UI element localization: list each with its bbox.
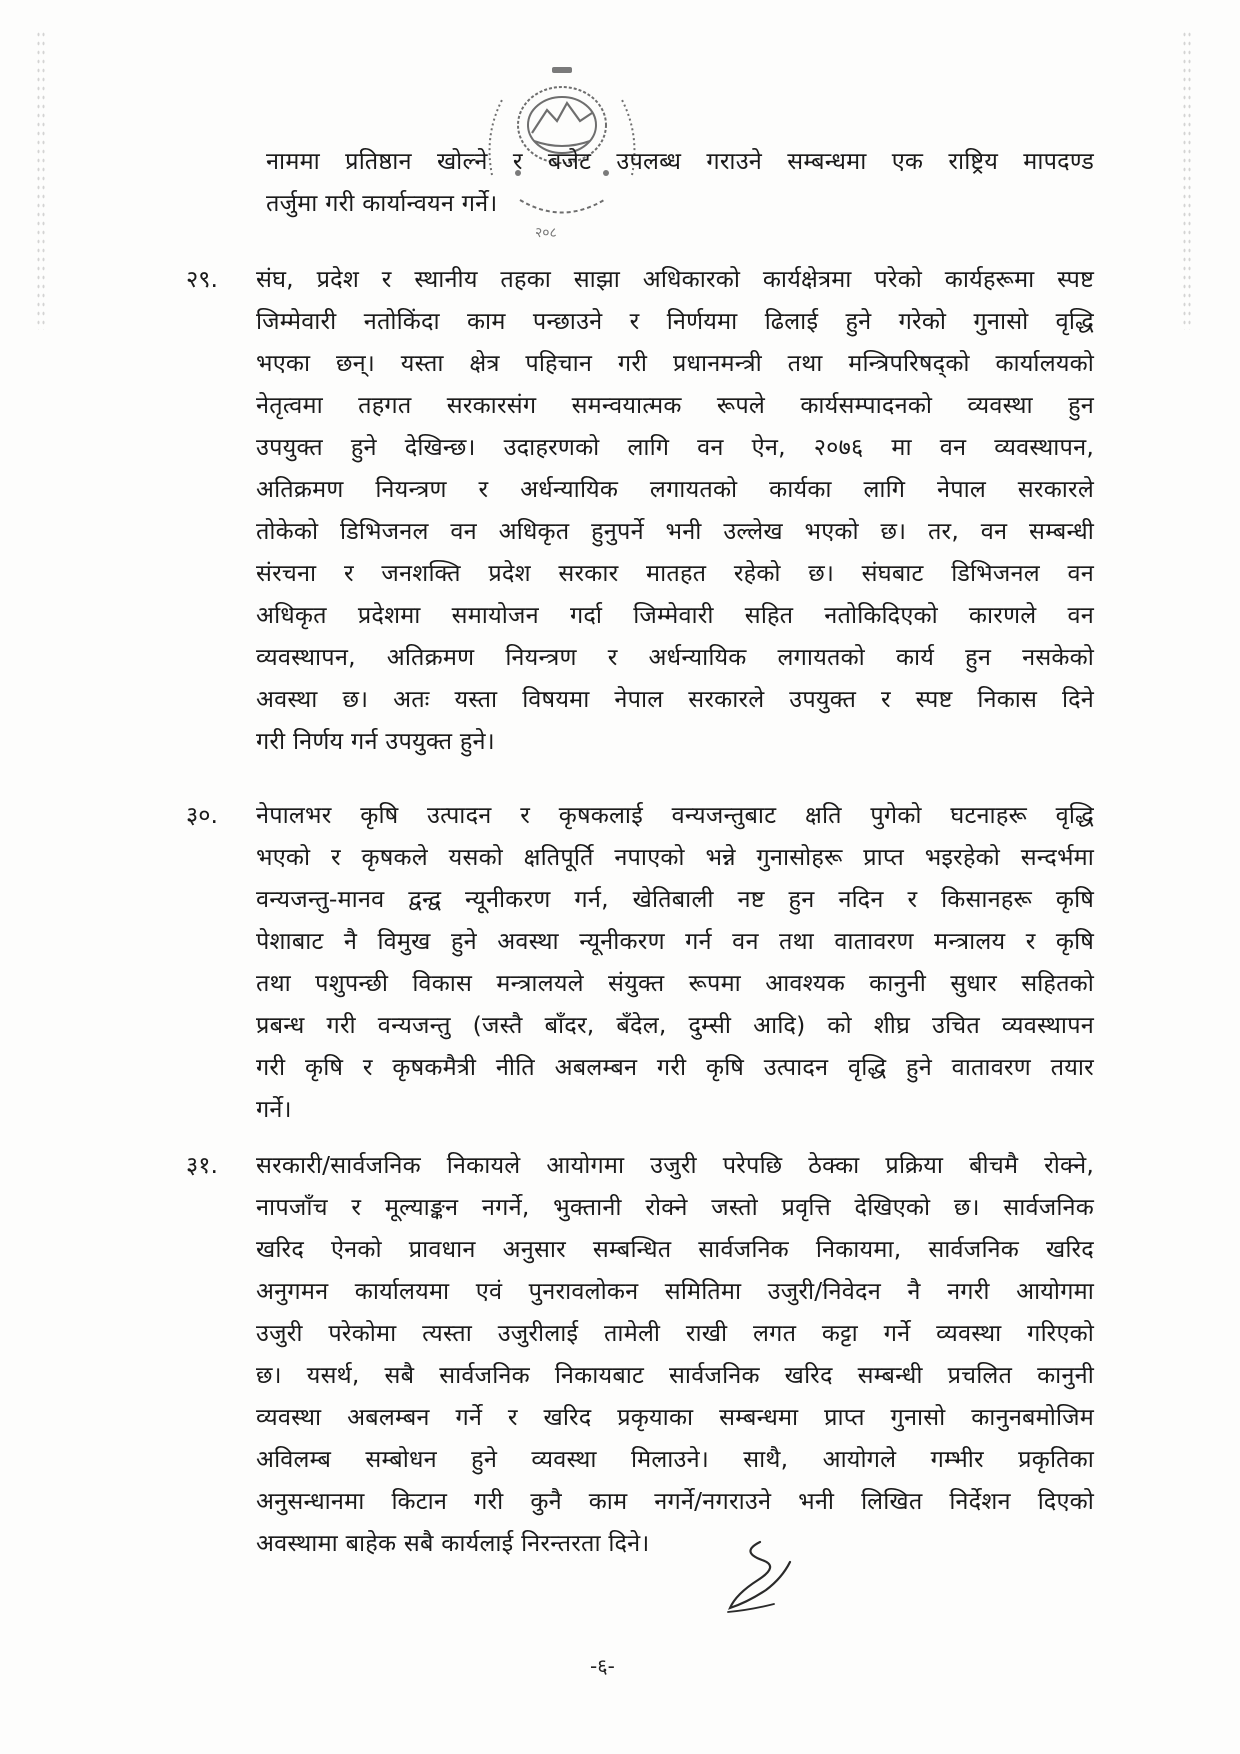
item-line: अवस्थामा बाहेक सबै कार्यलाई निरन्तरता दिने। — [256, 1529, 650, 1557]
item-line: छ। यसर्थ, सबै सार्वजनिक निकायबाट सार्वजनिक खरिद सम्बन्धी प्रचलित कानुनी — [256, 1361, 1094, 1389]
scan-edge-noise-left — [36, 30, 46, 330]
item-line: तोकेको डिभिजनल वन अधिकृत हुनुपर्ने भनी उल्लेख भएको छ। तर, वन सम्बन्धी — [256, 517, 1094, 545]
item-line: व्यवस्था अबलम्बन गर्ने र खरिद प्रकृयाका सम्बन्धमा प्राप्त गुनासो कानुनबमोजिम — [256, 1403, 1094, 1431]
item-line: प्रबन्ध गरी वन्यजन्तु (जस्तै बाँदर, बँदेल, दुम्सी आदि) को शीघ्र उचित व्यवस्थापन — [256, 1011, 1094, 1039]
item-line: अधिकृत प्रदेशमा समायोजन गर्दा जिम्मेवारी सहित नतोकिदिएको कारणले वन — [256, 601, 1094, 629]
page-number: -६- — [590, 1654, 615, 1678]
item-line: अतिक्रमण नियन्त्रण र अर्धन्यायिक लगायतको कार्यका लागि नेपाल सरकारले — [256, 475, 1094, 503]
item-line: नापजाँच र मूल्याङ्कन नगर्ने, भुक्तानी रोक्ने जस्तो प्रवृत्ति देखिएको छ। सार्वजनिक — [256, 1193, 1094, 1221]
item-line: जिम्मेवारी नतोकिंदा काम पन्छाउने र निर्णयमा ढिलाई हुने गरेको गुनासो वृद्धि — [256, 307, 1094, 335]
item-line: गरी कृषि र कृषकमैत्री नीति अबलम्बन गरी कृषि उत्पादन वृद्धि हुने वातावरण तयार — [256, 1053, 1094, 1081]
seal-year-mark: २०८ — [535, 225, 557, 241]
item-line: नेपालभर कृषि उत्पादन र कृषकलाई वन्यजन्तुबाट क्षति पुगेको घटनाहरू वृद्धि — [256, 801, 1094, 829]
item-line: सरकारी/सार्वजनिक निकायले आयोगमा उजुरी परेपछि ठेक्का प्रक्रिया बीचमै रोक्ने, — [256, 1151, 1094, 1179]
item-line: भएको र कृषकले यसको क्षतिपूर्ति नपाएको भन्ने गुनासोहरू प्राप्त भइरहेको सन्दर्भमा — [256, 843, 1094, 871]
signature-icon — [700, 1532, 810, 1622]
item-line: अनुगमन कार्यालयमा एवं पुनरावलोकन समितिमा उजुरी/निवेदन नै नगरी आयोगमा — [256, 1277, 1094, 1305]
item-line: संरचना र जनशक्ति प्रदेश सरकार मातहत रहेको छ। संघबाट डिभिजनल वन — [256, 559, 1094, 587]
intro-line: नाममा प्रतिष्ठान खोल्ने र बजेट उपलब्ध गराउने सम्बन्धमा एक राष्ट्रिय मापदण्ड — [266, 147, 1094, 175]
item-line: खरिद ऐनको प्रावधान अनुसार सम्बन्धित सार्वजनिक निकायमा, सार्वजनिक खरिद — [256, 1235, 1094, 1263]
item-number: ३१. — [186, 1151, 218, 1179]
item-line: अनुसन्धानमा किटान गरी कुनै काम नगर्ने/नगराउने भनी लिखित निर्देशन दिएको — [256, 1487, 1094, 1515]
item-line: व्यवस्थापन, अतिक्रमण नियन्त्रण र अर्धन्यायिक लगायतको कार्य हुन नसकेको — [256, 643, 1094, 671]
item-line: गर्ने। — [256, 1095, 292, 1123]
item-line: उजुरी परेकोमा त्यस्ता उजुरीलाई तामेली राखी लगत कट्टा गर्ने व्यवस्था गरिएको — [256, 1319, 1094, 1347]
item-line: पेशाबाट नै विमुख हुने अवस्था न्यूनीकरण गर्न वन तथा वातावरण मन्त्रालय र कृषि — [256, 927, 1094, 955]
item-number: ३०. — [186, 801, 218, 829]
item-line: उपयुक्त हुने देखिन्छ। उदाहरणको लागि वन ऐन, २०७६ मा वन व्यवस्थापन, — [256, 433, 1094, 461]
item-line: तथा पशुपन्छी विकास मन्त्रालयले संयुक्त रूपमा आवश्यक कानुनी सुधार सहितको — [256, 969, 1094, 997]
item-line: वन्यजन्तु-मानव द्वन्द्व न्यूनीकरण गर्न, खेतिबाली नष्ट हुन नदिन र किसानहरू कृषि — [256, 885, 1094, 913]
item-number: २९. — [186, 265, 218, 293]
item-line: अवस्था छ। अतः यस्ता विषयमा नेपाल सरकारले उपयुक्त र स्पष्ट निकास दिने — [256, 685, 1094, 713]
scan-edge-noise-right — [1182, 30, 1192, 330]
item-line: नेतृत्वमा तहगत सरकारसंग समन्वयात्मक रूपले कार्यसम्पादनको व्यवस्था हुन — [256, 391, 1094, 419]
item-line: संघ, प्रदेश र स्थानीय तहका साझा अधिकारको कार्यक्षेत्रमा परेको कार्यहरूमा स्पष्ट — [256, 265, 1094, 293]
intro-line: तर्जुमा गरी कार्यान्वयन गर्ने। — [266, 189, 498, 217]
item-line: गरी निर्णय गर्न उपयुक्त हुने। — [256, 727, 495, 755]
item-line: अविलम्ब सम्बोधन हुने व्यवस्था मिलाउने। साथै, आयोगले गम्भीर प्रकृतिका — [256, 1445, 1094, 1473]
item-line: भएका छन्। यस्ता क्षेत्र पहिचान गरी प्रधानमन्त्री तथा मन्त्रिपरिषद्को कार्यालयको — [256, 349, 1094, 377]
